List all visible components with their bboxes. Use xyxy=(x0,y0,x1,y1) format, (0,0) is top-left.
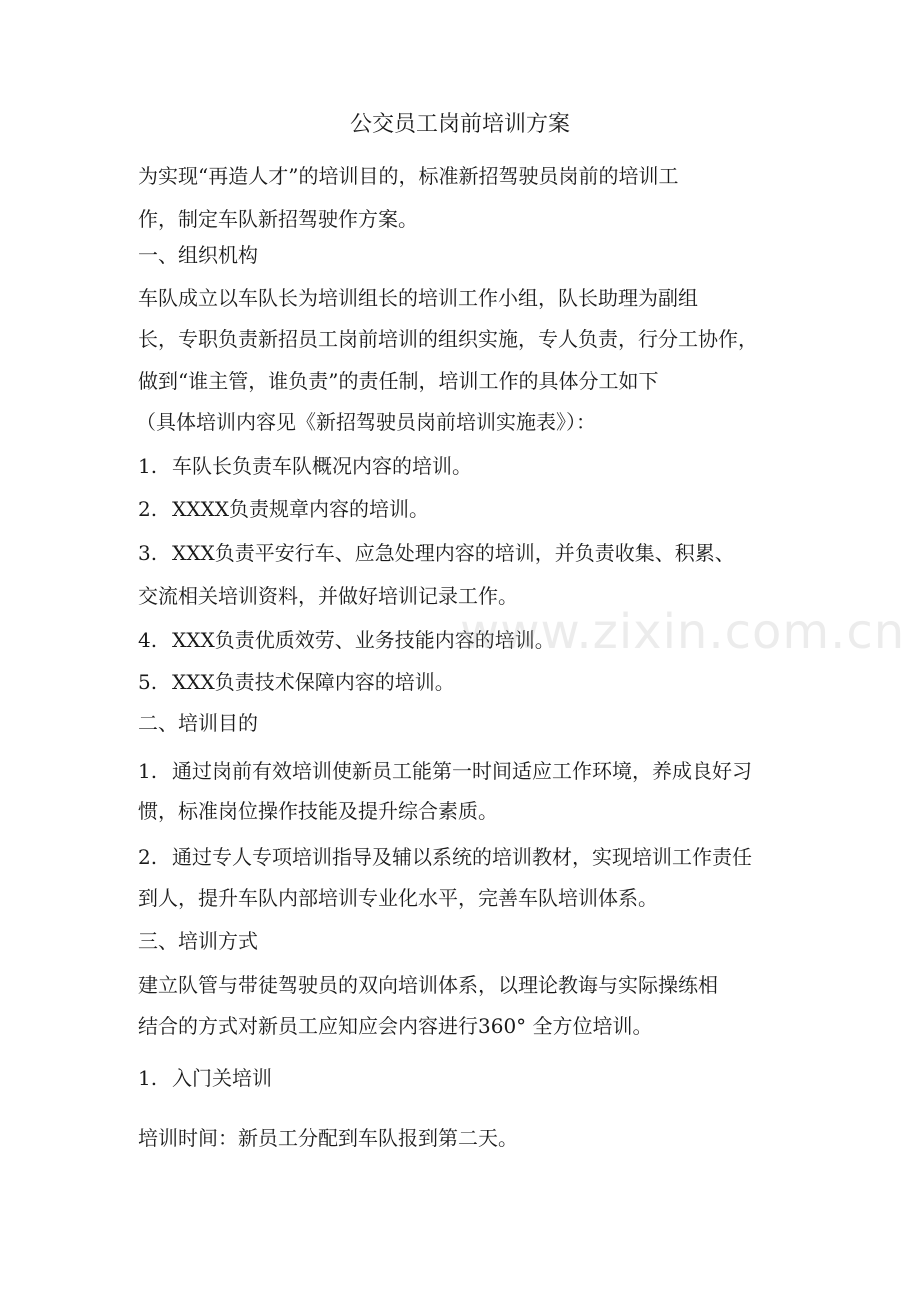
paragraph-line: （具体培训内容见《新招驾驶员岗前培训实施表》）： xyxy=(136,410,596,434)
list-item: 1. 通过岗前有效培训使新员工能第一时间适应工作环境，养成良好习 xyxy=(138,759,752,783)
paragraph-line: 培训时间：新员工分配到车队报到第二天。 xyxy=(138,1126,518,1150)
paragraph-line: 做到“谁主管，谁负责”的责任制，培训工作的具体分工如下 xyxy=(138,369,659,393)
paragraph-line: 结合的方式对新员工应知应会内容进行360° 全方位培训。 xyxy=(138,1014,653,1038)
watermark: www.zixin.com.cn xyxy=(460,604,906,660)
paragraph-line: 作，制定车队新招驾驶作方案。 xyxy=(138,207,418,231)
paragraph-line: 建立队管与带徒驾驶员的双向培训体系，以理论教诲与实际操练相 xyxy=(138,973,718,997)
list-item: 2. XXXX负责规章内容的培训。 xyxy=(138,497,429,521)
list-item-number: 2. xyxy=(138,497,158,521)
paragraph-line: 长，专职负责新招员工岗前培训的组织实施，专人负责，行分工协作， xyxy=(138,327,758,351)
list-item-number: 5. xyxy=(138,670,158,694)
list-item-number: 1. xyxy=(138,454,158,478)
list-item-number: 4. xyxy=(138,628,158,652)
list-item: 2. 通过专人专项培训指导及辅以系统的培训教材，实现培训工作责任 xyxy=(138,845,752,869)
paragraph-line: 交流相关培训资料，并做好培训记录工作。 xyxy=(138,584,518,608)
list-item-number: 1. xyxy=(138,759,158,783)
list-item: 1. 入门关培训 xyxy=(138,1066,272,1090)
section-heading: 二、培训目的 xyxy=(138,711,258,735)
list-item-number: 2. xyxy=(138,845,158,869)
paragraph-line: 车队成立以车队长为培训组长的培训工作小组，队长助理为副组 xyxy=(138,286,698,310)
document-title: 公交员工岗前培训方案 xyxy=(349,112,570,137)
list-item: 5. XXX负责技术保障内容的培训。 xyxy=(138,670,455,694)
paragraph-line: 为实现“再造人才”的培训目的，标准新招驾驶员岗前的培训工 xyxy=(138,164,679,188)
list-item: 1. 车队长负责车队概况内容的培训。 xyxy=(138,454,472,478)
list-item-number: 1. xyxy=(138,1066,158,1090)
list-item: 3. XXX负责平安行车、应急处理内容的培训，并负责收集、积累、 xyxy=(138,541,735,565)
paragraph-line: 到人，提升车队内部培训专业化水平，完善车队培训体系。 xyxy=(138,886,658,910)
list-item: 4. XXX负责优质效劳、业务技能内容的培训。 xyxy=(138,628,555,652)
list-item-number: 3. xyxy=(138,541,158,565)
section-heading: 三、培训方式 xyxy=(138,929,258,953)
paragraph-line: 惯，标准岗位操作技能及提升综合素质。 xyxy=(138,799,498,823)
section-heading: 一、组织机构 xyxy=(138,243,258,267)
